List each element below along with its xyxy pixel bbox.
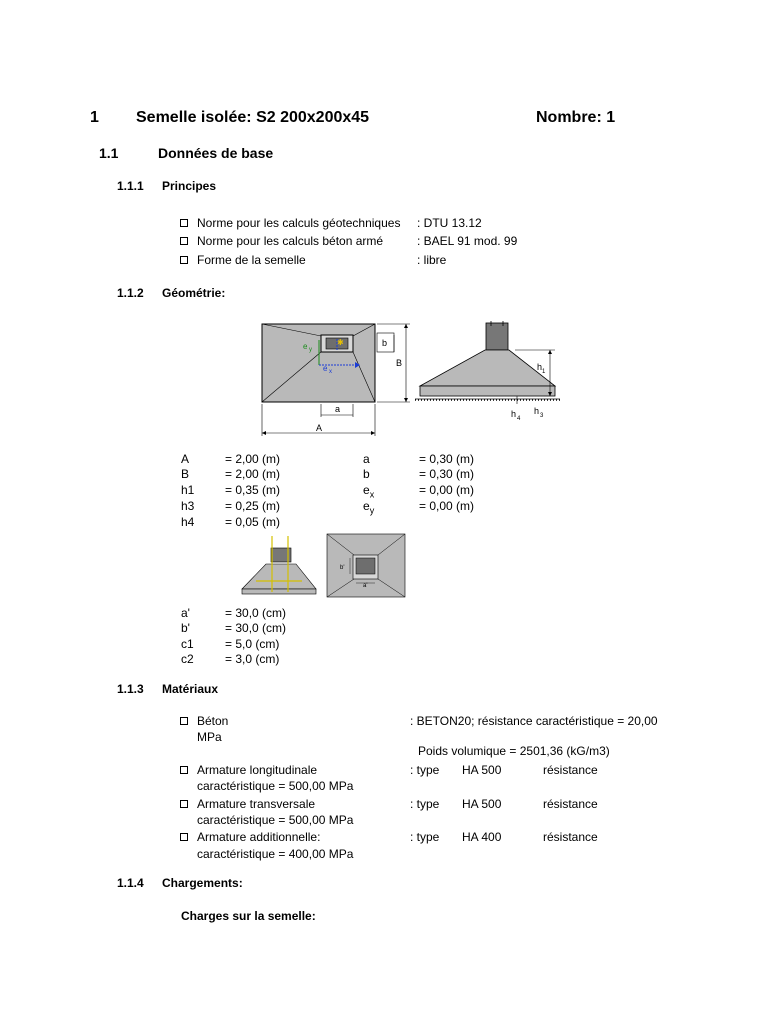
dim-name: a' (181, 606, 190, 620)
material-label-cont: caractéristique = 400,00 MPa (197, 847, 354, 861)
subsection-number: 1.1.1 (117, 179, 144, 193)
column-plan-diagram (326, 533, 406, 598)
subsection-title: Principes (162, 179, 217, 193)
checkbox-icon (180, 766, 188, 774)
column-section-diagram (236, 532, 318, 596)
dim-name: b' (181, 621, 190, 635)
ex-subscript: x (329, 369, 332, 375)
list-item-label: Forme de la semelle (197, 253, 306, 267)
h1-subscript: 1 (542, 369, 546, 375)
ey-label: e (303, 342, 308, 351)
dim-value: = 0,30 (m) (419, 467, 475, 481)
checkbox-icon (180, 237, 188, 245)
checkbox-icon (180, 833, 188, 841)
material-resistance: résistance (543, 797, 598, 811)
dim-name: h4 (181, 515, 195, 529)
dim-name: h3 (181, 499, 195, 513)
dim-name: h1 (181, 483, 195, 497)
h1-dim-label: h (537, 362, 543, 372)
b-prime-label: b' (340, 565, 345, 571)
subsection-number: 1.1.2 (117, 286, 144, 300)
loads-subtitle: Charges sur la semelle: (181, 909, 316, 923)
footing-geometry-diagram (255, 318, 585, 442)
material-density: Poids volumique = 2501,36 (kG/m3) (418, 744, 610, 758)
material-type: : type (410, 763, 440, 777)
list-item-value: : BAEL 91 mod. 99 (417, 234, 518, 248)
section-number: 1.1 (99, 145, 119, 161)
heading-number: 1 (90, 109, 99, 126)
material-label-cont: caractéristique = 500,00 MPa (197, 813, 354, 827)
dim-value: = 0,00 (m) (419, 499, 475, 513)
checkbox-icon (180, 717, 188, 725)
material-value: : BETON20; résistance caractéristique = 20,00 (410, 714, 658, 728)
material-resistance: résistance (543, 763, 598, 777)
dim-name: A (181, 452, 190, 466)
dim-value: = 30,0 (cm) (225, 606, 287, 620)
material-resistance: résistance (543, 830, 598, 844)
B-dim-label: B (396, 358, 403, 368)
material-label: Béton (197, 714, 229, 728)
material-label: Armature longitudinale (197, 763, 318, 777)
material-label-cont: MPa (197, 730, 222, 744)
dim-value: = 0,05 (m) (225, 515, 281, 529)
checkbox-icon (180, 800, 188, 808)
checkbox-icon (180, 219, 188, 227)
dim-name: B (181, 467, 190, 481)
dim-value: = 0,00 (m) (419, 483, 475, 497)
dim-name: b (363, 467, 370, 481)
list-item-label: Norme pour les calculs géotechniques (197, 216, 401, 230)
page-title: Semelle isolée: S2 200x200x45 (136, 109, 370, 126)
h3-dim-label: h (534, 406, 540, 416)
material-grade: HA 500 (462, 797, 502, 811)
a-dim-label: a (335, 404, 341, 414)
dim-value: = 5,0 (cm) (225, 637, 280, 651)
checkbox-icon (180, 256, 188, 264)
dim-value: = 30,0 (cm) (225, 621, 287, 635)
material-grade: HA 500 (462, 763, 502, 777)
dim-name: $e_y$ (363, 499, 375, 516)
subsection-title: Chargements: (162, 876, 243, 890)
a-prime-label: a' (363, 583, 368, 589)
h4-subscript: 4 (517, 416, 521, 422)
svg-text:✱: ✱ (337, 338, 344, 347)
A-dim-label: A (316, 423, 323, 433)
count-label: Nombre: 1 (536, 109, 616, 126)
ex-label: e (323, 364, 328, 373)
subsection-title: Géométrie: (162, 286, 226, 300)
dim-value: = 0,35 (m) (225, 483, 281, 497)
list-item-label: Norme pour les calculs béton armé (197, 234, 384, 248)
dim-value: = 2,00 (m) (225, 452, 281, 466)
dim-name: a (363, 452, 370, 466)
dim-value: = 0,30 (m) (419, 452, 475, 466)
h3-subscript: 3 (540, 413, 544, 419)
material-label: Armature transversale (197, 797, 316, 811)
subsection-number: 1.1.3 (117, 682, 144, 696)
h4-dim-label: h (511, 409, 517, 419)
dim-name: $e_x$ (363, 483, 375, 500)
list-item-value: : libre (417, 253, 447, 267)
material-type: : type (410, 797, 440, 811)
ey-subscript: y (309, 347, 312, 353)
section-title: Données de base (158, 145, 274, 161)
material-type: : type (410, 830, 440, 844)
list-item-value: : DTU 13.12 (417, 216, 482, 230)
b-dim-label: b (382, 338, 388, 348)
dim-name: c1 (181, 637, 194, 651)
subsection-number: 1.1.4 (117, 876, 144, 890)
material-grade: HA 400 (462, 830, 502, 844)
material-label: Armature additionnelle: (197, 830, 321, 844)
dim-value: = 0,25 (m) (225, 499, 281, 513)
subsection-title: Matériaux (162, 682, 219, 696)
dim-name: c2 (181, 652, 194, 666)
dim-value: = 2,00 (m) (225, 467, 281, 481)
dim-value: = 3,0 (cm) (225, 652, 280, 666)
material-label-cont: caractéristique = 500,00 MPa (197, 779, 354, 793)
